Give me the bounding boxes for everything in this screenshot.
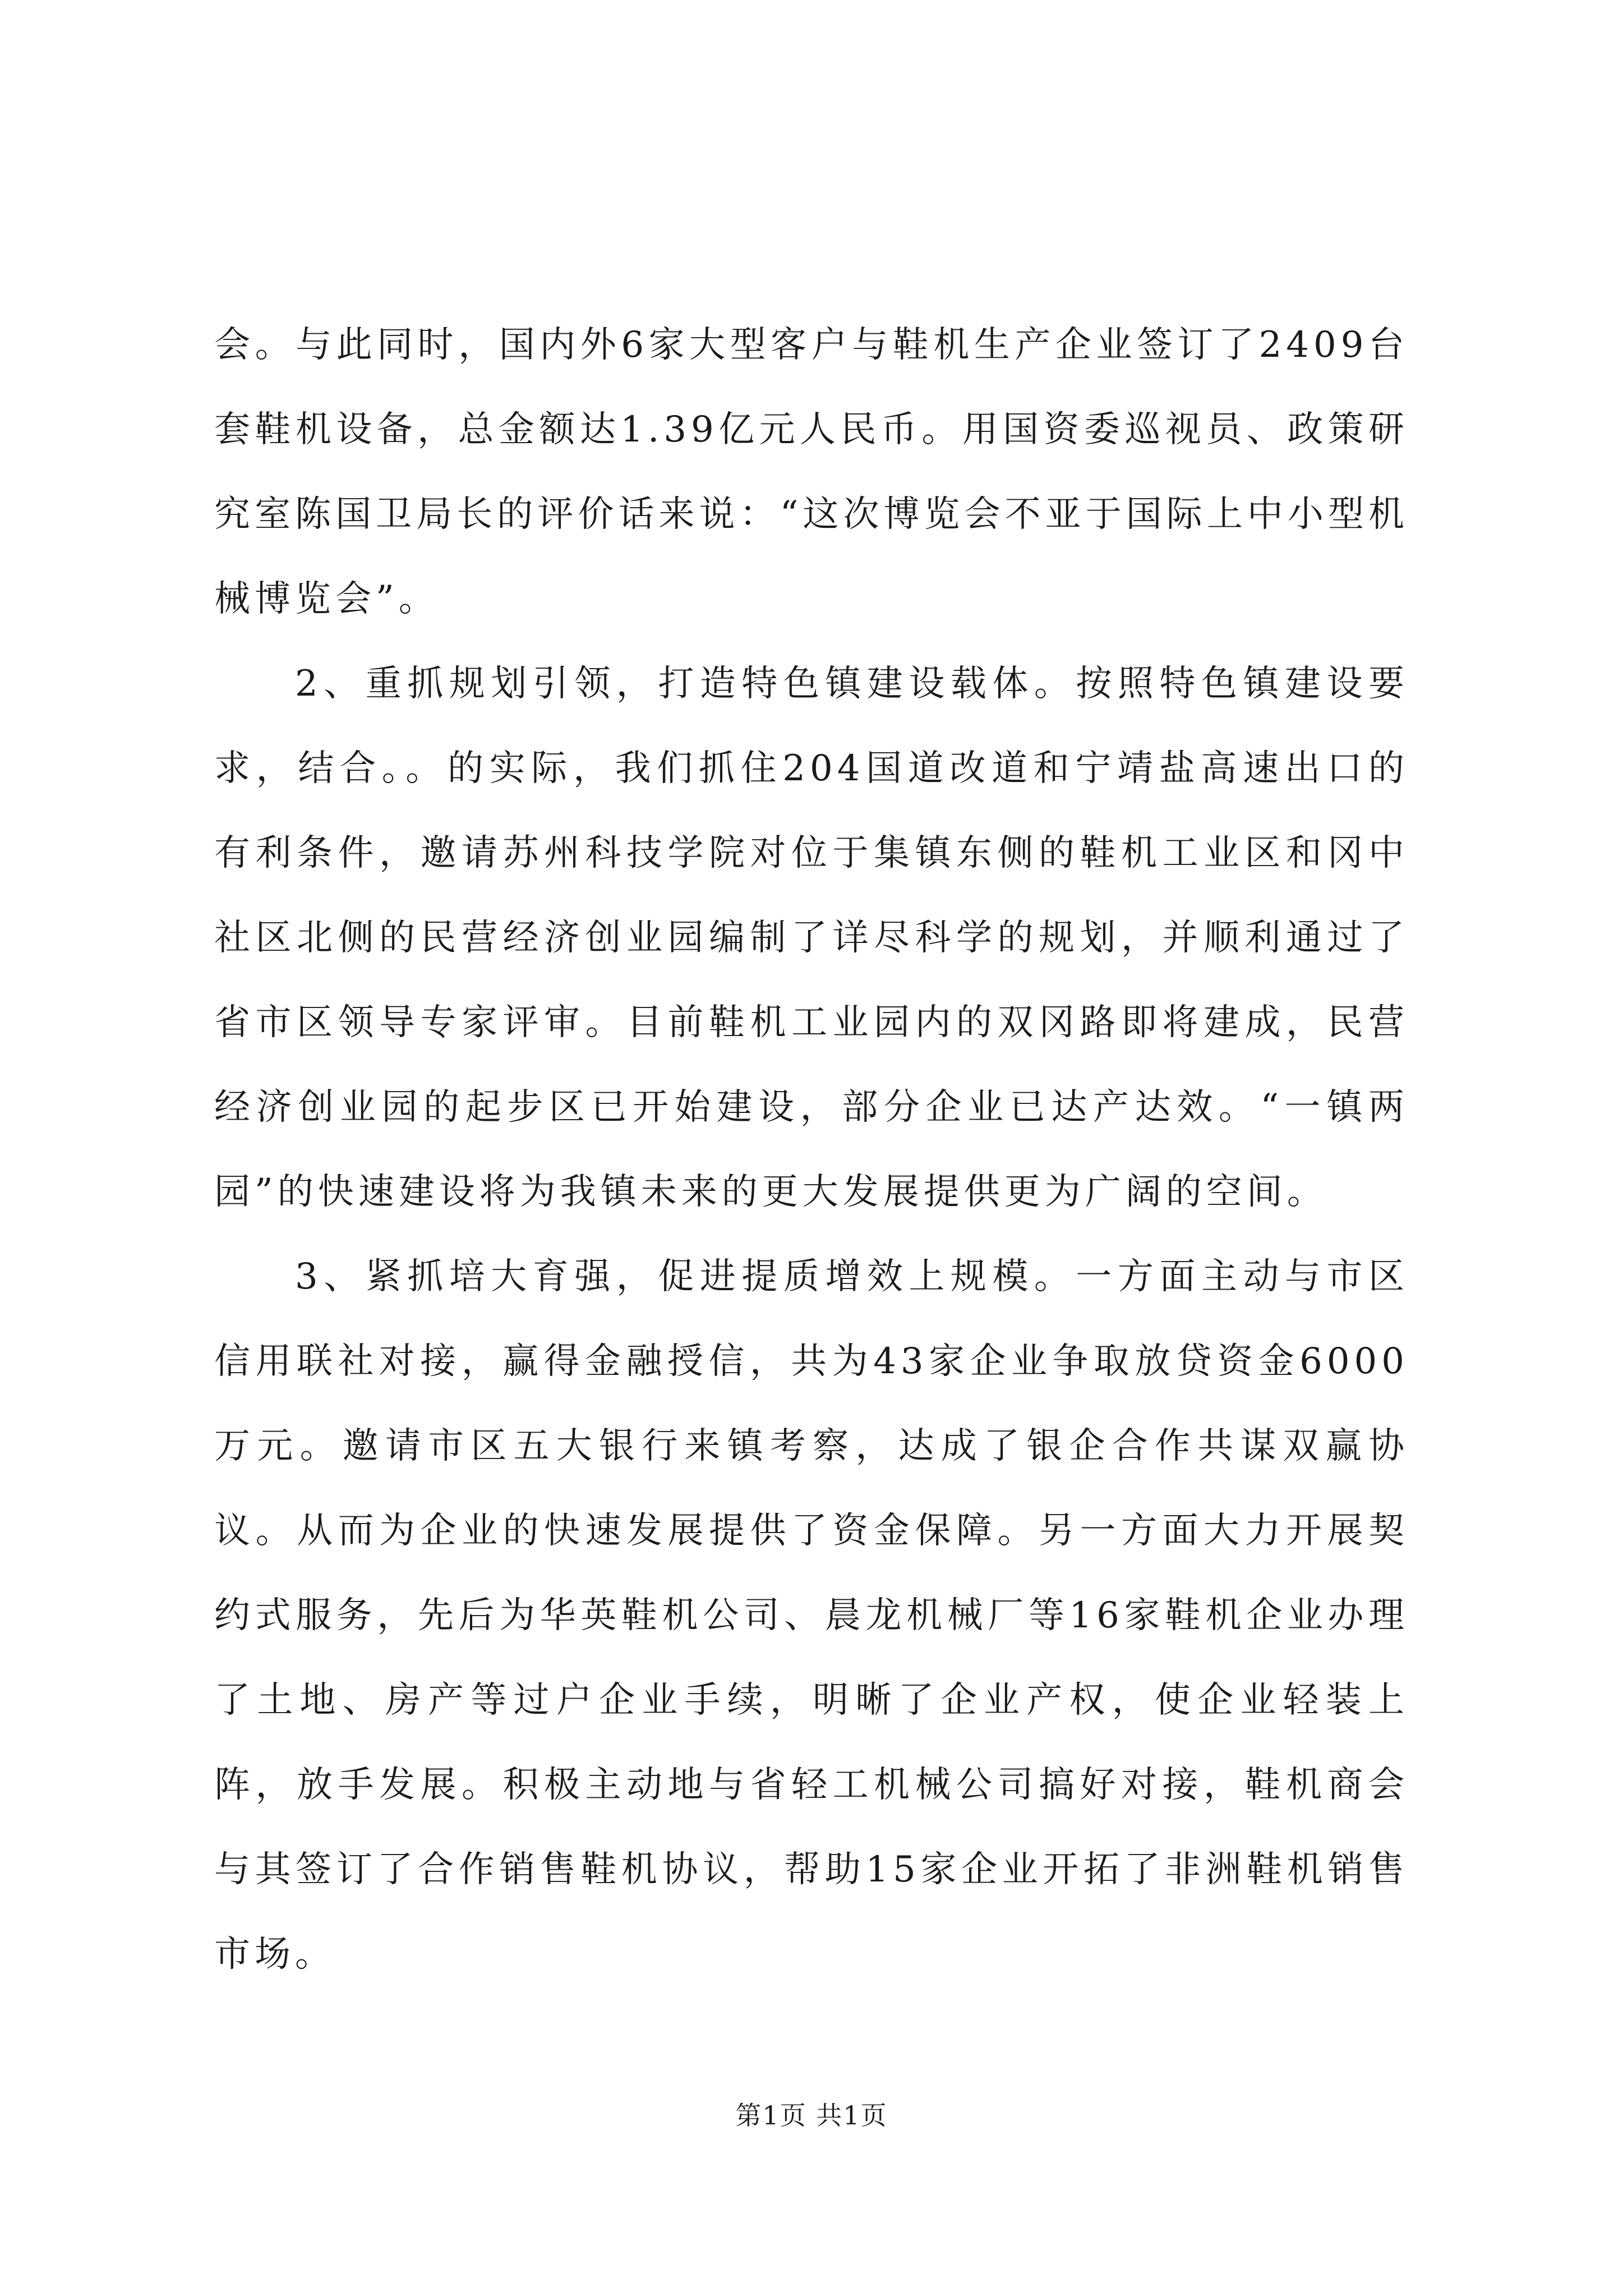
document-body — [214, 303, 1409, 1997]
page-footer: 第1页 共1页 — [735, 2100, 888, 2131]
paragraph-2: 2、重抓规划引领，打造特色镇建设载体。按照特色镇建设要求，结合。。的实际，我们抓住204国道改道和宁靖盐高速出口的有利条件，邀请苏州科技学院对位于集镇东侧的鞋机工业区和冈中社区北侧的民营经济创业园编制了详尽科学的规划，并顺利通过了省市区领导专家评审。目前鞋机工业园内的双冈路即将建成，民营经济创业园的起步区已开始建设，部分企业已达产达效。“一镇两园”的快速建设将为我镇未来的更大发展提供更为广阔的空间。 — [214, 663, 1409, 1213]
paragraph-3: 3、紧抓培大育强，促进提质增效上规模。一方面主动与市区信用联社对接，赢得金融授信，共为43家企业争取放贷资金6000万元。邀请市区五大银行来镇考察，达成了银企合作共谋双赢协议。从而为企业的快速发展提供了资金保障。另一方面大力开展契约式服务，先后为华英鞋机公司、晨龙机械厂等16家鞋机企业办理了土地、房产等过户企业手续，明晰了企业产权，使企业轻装上阵，放手发展。积极主动地与省轻工机械公司搞好对接，鞋机商会与其签订了合作销售鞋机协议，帮助15家企业开拓了非洲鞋机销售市场。 — [214, 1256, 1409, 1975]
paragraph-1: 会。与此同时，国内外6家大型客户与鞋机生产企业签订了2409台套鞋机设备，总金额达1.39亿元人民币。用国资委巡视员、政策研究室陈国卫局长的评价话来说：“这次博览会不亚于国际上中小型机械博览会”。 — [214, 324, 1409, 620]
